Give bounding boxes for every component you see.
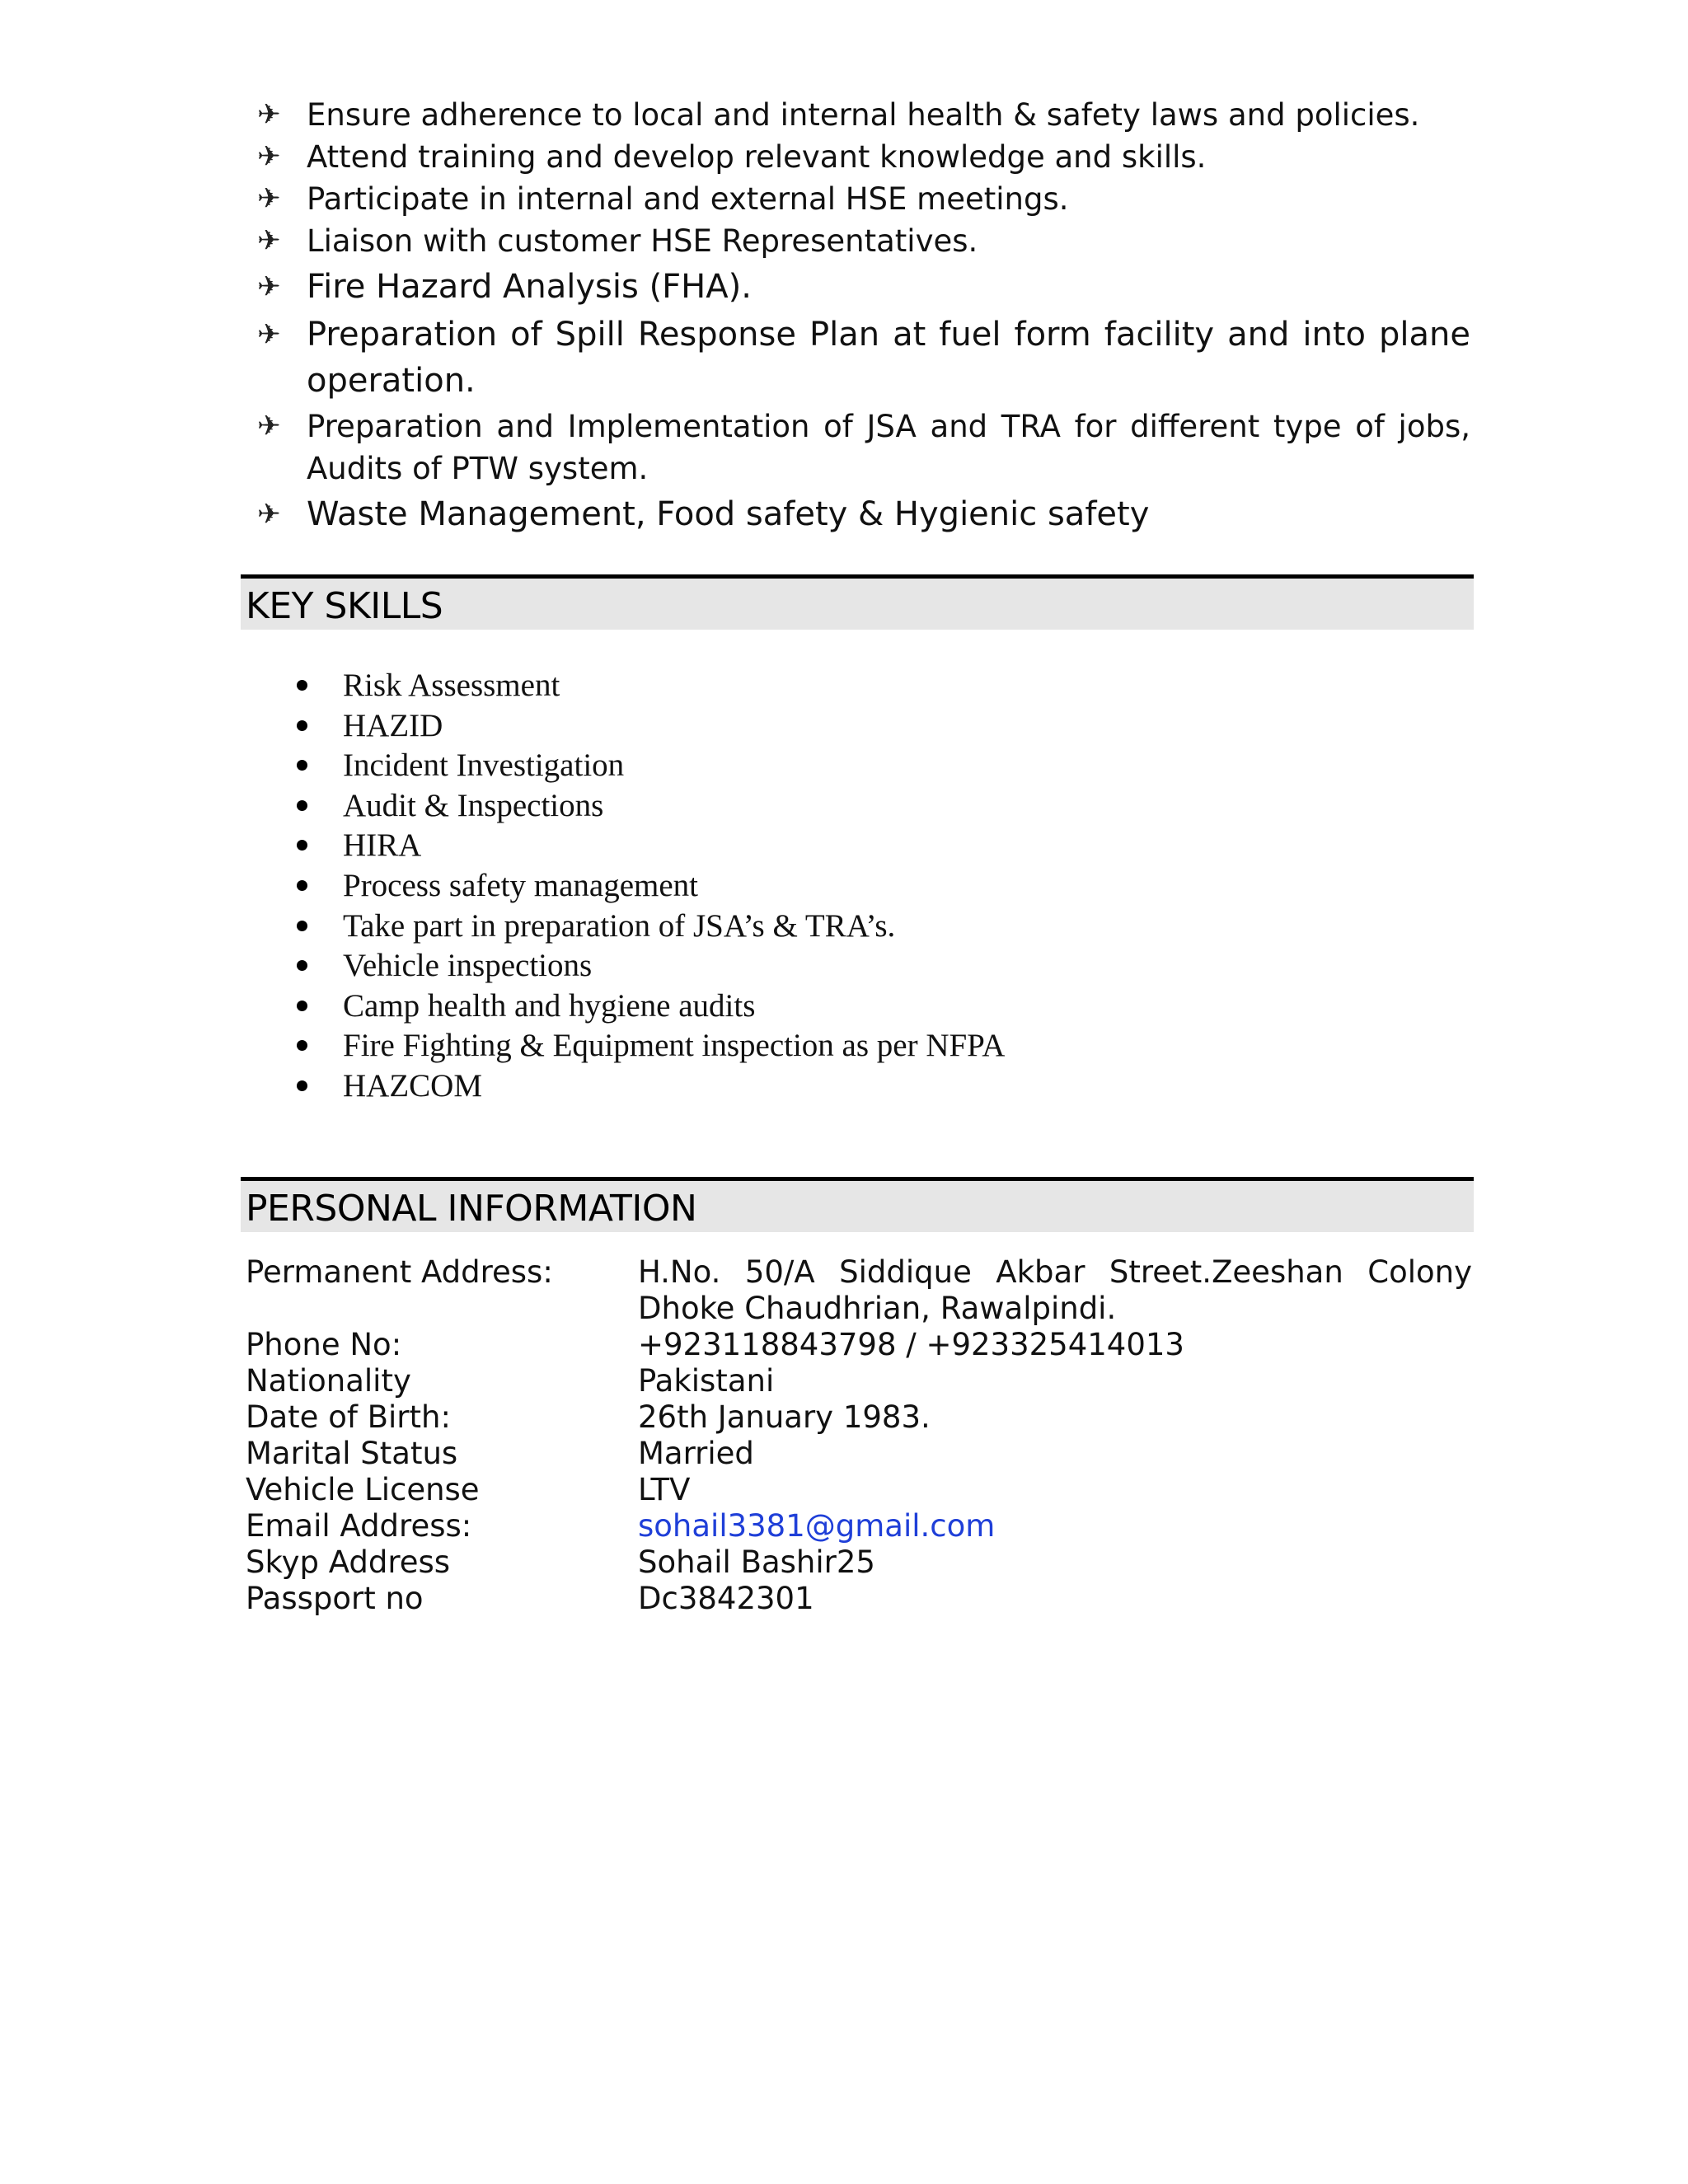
- section-title: PERSONAL INFORMATION: [246, 1188, 697, 1230]
- list-item: [290, 786, 1005, 827]
- info-row-passport: [246, 1581, 1472, 1617]
- info-row-address: [246, 1254, 1472, 1327]
- info-value: Dc3842301: [638, 1581, 814, 1616]
- info-value: Pakistani: [638, 1363, 775, 1399]
- address-line-1: H.No. 50/A Siddique Akbar Street.Zeeshan Colony: [638, 1254, 1472, 1290]
- skill-text: Fire Fighting & Equipment inspection as per NFPA: [343, 1028, 1006, 1064]
- section-title: KEY SKILLS: [246, 585, 443, 627]
- responsibility-text: Participate in internal and external HSE meetings.: [307, 181, 1069, 217]
- responsibility-text: Waste Management, Food safety & Hygienic safety: [307, 495, 1150, 533]
- info-row-vehicle-license: [246, 1472, 1472, 1508]
- info-value: [638, 1254, 1472, 1327]
- address-line-2: Dhoke Chaudhrian, Rawalpindi.: [638, 1291, 1117, 1326]
- bullet-dot-icon: [297, 921, 307, 931]
- list-item: [290, 746, 1005, 786]
- bullet-dot-icon: [297, 1040, 307, 1051]
- responsibility-text: Ensure adherence to local and internal health & safety laws and policies.: [307, 97, 1420, 133]
- personal-information-header: [241, 1177, 1474, 1232]
- airplane-icon: ✈: [257, 498, 281, 531]
- bullet-dot-icon: [297, 760, 307, 771]
- skill-text: Incident Investigation: [343, 748, 625, 784]
- bullet-dot-icon: [297, 800, 307, 811]
- list-item: [290, 826, 1005, 866]
- skill-text: HAZID: [343, 707, 443, 743]
- info-row-dob: [246, 1399, 1472, 1436]
- airplane-icon: ✈: [257, 270, 281, 303]
- list-item: [290, 666, 1005, 706]
- email-link[interactable]: sohail3381@gmail.com: [638, 1508, 996, 1544]
- key-skills-header: [241, 574, 1474, 630]
- info-value: Sohail Bashir25: [638, 1544, 875, 1580]
- list-item: [257, 491, 1470, 537]
- list-item: [290, 987, 1005, 1027]
- info-label: Marital Status: [246, 1436, 458, 1471]
- list-item: [290, 706, 1005, 747]
- airplane-icon: ✈: [257, 182, 281, 215]
- key-skills-list: [290, 666, 1005, 1107]
- list-item: [290, 946, 1005, 987]
- info-value: +923118843798 / +923325414013: [638, 1327, 1184, 1362]
- info-row-email: [246, 1508, 1472, 1544]
- skill-text: Vehicle inspections: [343, 948, 593, 984]
- airplane-icon: ✈: [257, 98, 281, 131]
- info-label: Email Address:: [246, 1508, 472, 1544]
- bullet-dot-icon: [297, 840, 307, 851]
- list-item: [290, 1066, 1005, 1107]
- info-value: 26th January 1983.: [638, 1399, 931, 1435]
- info-label: Permanent Address:: [246, 1254, 553, 1290]
- list-item: [257, 312, 1470, 404]
- skill-text: Risk Assessment: [343, 668, 560, 703]
- info-label: Skyp Address: [246, 1544, 451, 1580]
- skill-text: HAZCOM: [343, 1067, 483, 1104]
- list-item: [290, 1026, 1005, 1066]
- responsibilities-list: [257, 94, 1470, 537]
- list-item: [257, 94, 1470, 136]
- list-item: [257, 264, 1470, 310]
- info-value: Married: [638, 1436, 754, 1471]
- responsibility-text: Preparation of Spill Response Plan at fuel form facility and into plane operation.: [307, 316, 1470, 400]
- skill-text: HIRA: [343, 827, 422, 864]
- skill-text: Take part in preparation of JSA’s & TRA’s.: [343, 907, 896, 944]
- list-item: [257, 136, 1470, 178]
- info-label: Passport no: [246, 1581, 424, 1616]
- bullet-dot-icon: [297, 880, 307, 891]
- skill-text: Process safety management: [343, 867, 699, 903]
- info-label: Nationality: [246, 1363, 411, 1399]
- skill-text: Camp health and hygiene audits: [343, 987, 756, 1024]
- bullet-dot-icon: [297, 960, 307, 971]
- list-item: [257, 178, 1470, 220]
- info-label: Date of Birth:: [246, 1399, 451, 1435]
- bullet-dot-icon: [297, 720, 307, 731]
- info-value: LTV: [638, 1472, 691, 1507]
- responsibility-text: Fire Hazard Analysis (FHA).: [307, 268, 752, 306]
- bullet-dot-icon: [297, 1080, 307, 1091]
- list-item: [257, 220, 1470, 262]
- info-row-skype: [246, 1544, 1472, 1581]
- personal-info-table: [246, 1254, 1472, 1617]
- info-row-marital-status: [246, 1436, 1472, 1472]
- bullet-dot-icon: [297, 1001, 307, 1011]
- responsibility-text: Preparation and Implementation of JSA and TRA for different type of jobs, Audits of PTW system.: [307, 409, 1470, 486]
- responsibility-text: Attend training and develop relevant knowledge and skills.: [307, 139, 1207, 175]
- bullet-dot-icon: [297, 680, 307, 691]
- responsibility-text: Liaison with customer HSE Representatives.: [307, 223, 978, 259]
- info-label: Phone No:: [246, 1327, 402, 1362]
- airplane-icon: ✈: [257, 410, 281, 443]
- airplane-icon: ✈: [257, 140, 281, 173]
- list-item: [257, 405, 1470, 490]
- airplane-icon: ✈: [257, 318, 281, 351]
- info-label: Vehicle License: [246, 1472, 480, 1507]
- airplane-icon: ✈: [257, 224, 281, 257]
- list-item: [290, 866, 1005, 907]
- skill-text: Audit & Inspections: [343, 787, 604, 823]
- list-item: [290, 907, 1005, 947]
- info-row-phone: [246, 1327, 1472, 1363]
- info-row-nationality: [246, 1363, 1472, 1399]
